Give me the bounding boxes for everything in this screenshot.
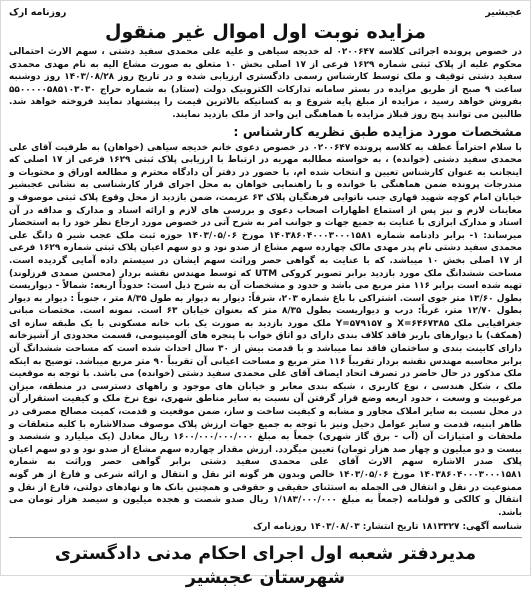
divider — [9, 537, 522, 538]
section-heading: مشخصات مورد مزایده طبق نظریه کارشناس : — [233, 124, 522, 140]
notice-title: مزایده نوبت اول اموال غیر منقول — [105, 21, 426, 43]
signature-office: مدیردفتر شعبه اول اجرای احکام مدنی دادگستری — [54, 543, 477, 564]
expert-opinion-paragraph: با سلام احتراماً عطف به کلاسه پرونده ۰۲۰۰۶۴۷ در خصوص دعوی خانم خدیجه سیاهی (خواهان) به طرفیت آقای علی محمدی سفید دشتی (خوانده) ، به خواسته مطالبه مهریه در ارتباط با ارزیابی پلاک ثبتی ۱۶۲۹ فرعی از ۱۷ اصلی که اینجانب به عنوان کارشناس تعیین و انتخاب شده ام، با حضور در دفتر آن دادگاه محترم و مطالعه اوراق و محتویات و مندرجات پرونده ضمن هماهنگی با خوانده و با راهنمایی خواهان به محل اجرای قرار کارشناسی به نشانی عجبشیر خیابان امام کوچه شهید قهاری جنب ناتوایی فرهنگیان پلاک ۶۳ عزیمت، ضمن بازدید از محل وقوع پلاک ثبتی موصوف و معاینات لازم و نیز پس از استماع اظهارات اصحاب دعوی و بررسی های لازم و ارائه اسناد و مدارک و مداقه در آن اسناد و مدارک ابرازی با عنایت به جمیع جهات و جوانب امر به شرح آتی در خصوص مورد ارجاع نظر خود را به استحضار میرساند: ۱- برابر دادنامه شماره ۱۴۰۳۸۶۰۴۰۰۰۳۰۰۰۱۵۸۱ مورخ ۱۴۰۳/۰۵/۰۶ حوزه ثبت ملک عجب شیر ۵ دانگ علی محمدی سفید دشتی نام پدر مهدی مالک چهارده سهم مشاع از صدو نود و دو سهم اعیان پلاک ثبتی شماره ۱۶۲۹ فرعی از ۱۷ اصلی بخش ۱۰ میباشد. که با عنایت به گواهی حصر وراثت سهم ایشان در سیستم داده آمایی گردیده است. مساحت ششدانگ ملک مورد بازدید برابر تصویر کروکی UTM که توسط مهندس نقشه بردار (محسن صمدی فرزلوند) تهیه شده است برابر ۱۱۶ متر مربع می باشد و حدود و مشخصات آن به شرح ذیل است: حدوداً اربعه: شمالاً - دیواریست بطول ۱۳/۶۰ متر جوی است. اشتراکی با باغ شماره ۲۰۳، شرقاً: دیوار به دیوار به طول ۸/۳۵ متر ، جنوباً : دیوار به دیوار بطول ۱۲/۷۰ متر، غرباً: درب و دیواریست بطول ۸/۳۵ متر که بعنوان خیابان ۶۳ است. نمونه است. مختصات مبانی جغرافیایی ملک X=۶۴۶۷۳۸۵ و Y=۵۷۹۱۵۷ ملک مورد بازدید به صورت یک باب خانه مسکونی با یک طبقه سازه ای (همکف) با دیوارهای باربر فاقد کلاف بندی دارای دو اتاق خواب با پنجره های آلومینیومی، قسمت محدودی از آشپزخانه دارای کابینت بندی و ساختمان فاقد نما میباشد و با قدمت بیش از ۳۰ سال احداث شده است که مساحت ششدانگ آن برابر محاسبه مهندس نقشه بردار تقریباً ۱۱۶ متر مربع و مساحت اعیانی آن تقریباً ۹۰ متر مربع میباشد. توضیح به اینکه ملک مذکور در حال حاضر در تصرف اتحاد ایصاف آقای علی محمدی سفید دشتی (خوانده) می باشد. با توجه به موقعیت ملک ، شکل هندسی ، نوع کاربری ، شبکه بندی معابر و خیابان های موجود و راههای دسترسی در منطقه، میزان مرغوبیت و وسعت ، حدود اربعه وضع قرار گرفتن آن نسبت به سایر مناطق شهری، نوع نرخ ملک و کیفیت استقرار آن در محل نسبت به سایر املاک مجاور و مشابه و کیفیت ساخت و ساز، ضمن موقعیت و قدمت، کمیت مصالح مصرفی در ظاهر ابنیه، قدمت و سایر عوامل دخیل ونیز با توجه به جمیع جهات ارزش پلاک موصوف صدالاشاره با کلیه متعلقات و ملحقات و امتیازات آن (آب - برق گاز شهری) جمعاً به مبلغ ۱۶۰۰/۰۰۰/۰۰۰/۰۰۰ ریال معادل (یک میلیارد و ششصد و بیست و دو میلیون و چهار صد هزار تومان) تعیین میگردد. ارزش مقدار چهارده سهم مشاع از صدو نود و دو سهم اعیان پلاک صدر الاشاره سهم الارث آقای علی محمدی سفید دشتی برابر گواهی حصر وراثت به شماره ۱۴۰۳۸۶۰۴۰۰۰۳۰۰۰۱۵۸۱ مورخ ۱۴۰۳/۰۵/۰۶ خالص وبدون هر گونه اثر نقل و انتقال و ارائه شرعی و فارغ از هر گونه ممنوعیت در نقل و انتقال فی الجمله به استثنای حقیقی و حقوقی و همچنین بانک ها و نهادهای دولتی، فارغ از نقل و انتقال و کالکی و فولنامه (جمعاً به مبلغ ۱/۱۸۳/۰۰۰/۰۰۰ ریال صدو شصت و هجده میلیون و سیصد هزار تومان می باشد. — [9, 142, 523, 518]
notice-id-line: شناسه آگهی: ۱۸۱۳۳۲۷ تاریخ انتشار: ۱۴۰۳/۰۸/۰۳ روزنامه ارک — [253, 522, 522, 533]
masthead — [9, 5, 522, 19]
signature-block — [9, 542, 522, 590]
newspaper-name: روزنامه ارک — [9, 6, 67, 18]
city-label: عجبشیر — [485, 6, 522, 18]
intro-paragraph: در خصوص پرونده اجرائی کلاسه ۰۲۰۰۶۴۷ له خدیجه سیاهی و علیه علی محمدی سفید دشتی ، سهم الارث احتمالی محکوم علیه از پلاک ثبتی شماره ۱۶۲۹ فرعی از ۱۷ اصلی بخش ۱۰ متعلق به صورت مشاع الیه به نام مهدی محمدی سفید دشتی توقیف و ملک توسط کارشناس رسمی دادگستری ارزیابی شده و در تاریخ روز ۱۴۰۳/۰۸/۲۸ روز دوشنبه ساعت ۹ صبح از طریق مزایده در بستر سامانه تدارکات الکترونیک دولت (ستاد) به شماره حراج ۵۵۰۰۰۰۰۵۸۵۱۰۳۰۳۰ بفروش خواهد رسید ، مزایده از مبلغ پایه شروع و به کسانیکه بالاترین قیمت را پیشنهاد نمایند فروخته خواهد شد. طالبین می توانند پنج روز قبلاز مزایده با هماهنگی این واحد از ملک بازدید نمایند. — [9, 47, 523, 120]
signature-city: شهرستان عجبشیر — [185, 567, 346, 588]
